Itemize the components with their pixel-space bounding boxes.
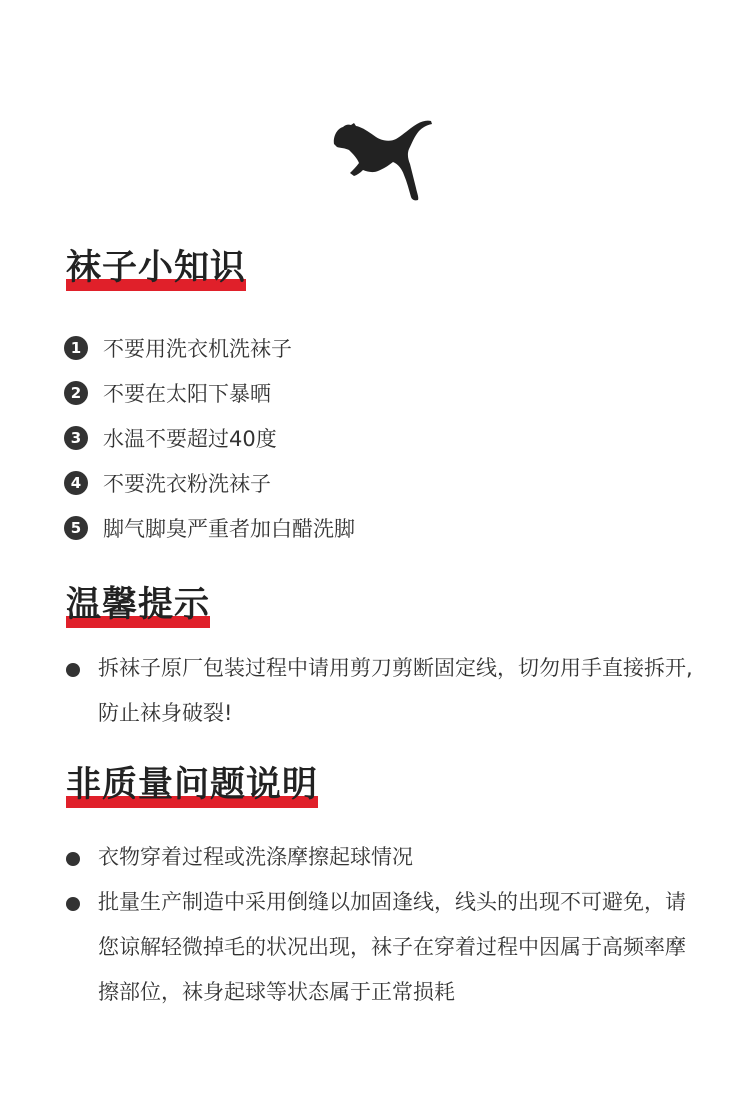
list-item	[64, 326, 355, 371]
bullet-icon	[66, 852, 80, 866]
number-badge: 4	[64, 471, 88, 495]
care-tips-list	[64, 326, 355, 550]
care-tips-title: 袜子小知识	[66, 248, 247, 288]
list-item-text: 衣物穿着过程或洗涤摩擦起球情况	[98, 845, 413, 869]
list-item-text: 水温不要超过40度	[103, 426, 277, 451]
bullet-icon	[66, 663, 80, 677]
list-item-text: 不要洗衣粉洗袜子	[103, 471, 271, 496]
list-item-text: 脚气脚臭严重者加白醋洗脚	[103, 516, 355, 541]
bullet-icon	[66, 897, 80, 911]
list-item	[64, 505, 355, 550]
non-quality-title: 非质量问题说明	[66, 765, 319, 805]
number-badge: 2	[64, 381, 88, 405]
list-item	[64, 371, 355, 416]
number-badge: 5	[64, 516, 88, 540]
non-quality-list	[66, 835, 696, 1015]
warm-reminder-title: 温馨提示	[66, 585, 211, 625]
care-tips-heading	[66, 248, 246, 292]
list-item	[64, 460, 355, 505]
warm-reminder-list	[66, 646, 696, 736]
list-item	[66, 880, 696, 1015]
list-item-text: 拆袜子原厂包装过程中请用剪刀剪断固定线，切勿用手直接拆开,防止袜身破裂!	[98, 656, 693, 725]
number-badge: 1	[64, 336, 88, 360]
number-badge: 3	[64, 426, 88, 450]
puma-logo-icon	[332, 118, 436, 204]
warm-reminder-heading	[66, 585, 210, 629]
non-quality-heading	[66, 765, 318, 809]
list-item	[66, 646, 696, 736]
list-item	[64, 416, 355, 461]
list-item	[66, 835, 696, 880]
list-item-text: 不要在太阳下暴晒	[103, 382, 271, 407]
list-item-text: 批量生产制造中采用倒缝以加固逢线，线头的出现不可避免，请您谅解轻微掉毛的状况出现，袜子在穿着过程中因属于高频率摩擦部位，袜身起球等状态属于正常损耗	[98, 890, 686, 1004]
list-item-text: 不要用洗衣机洗袜子	[103, 337, 292, 362]
